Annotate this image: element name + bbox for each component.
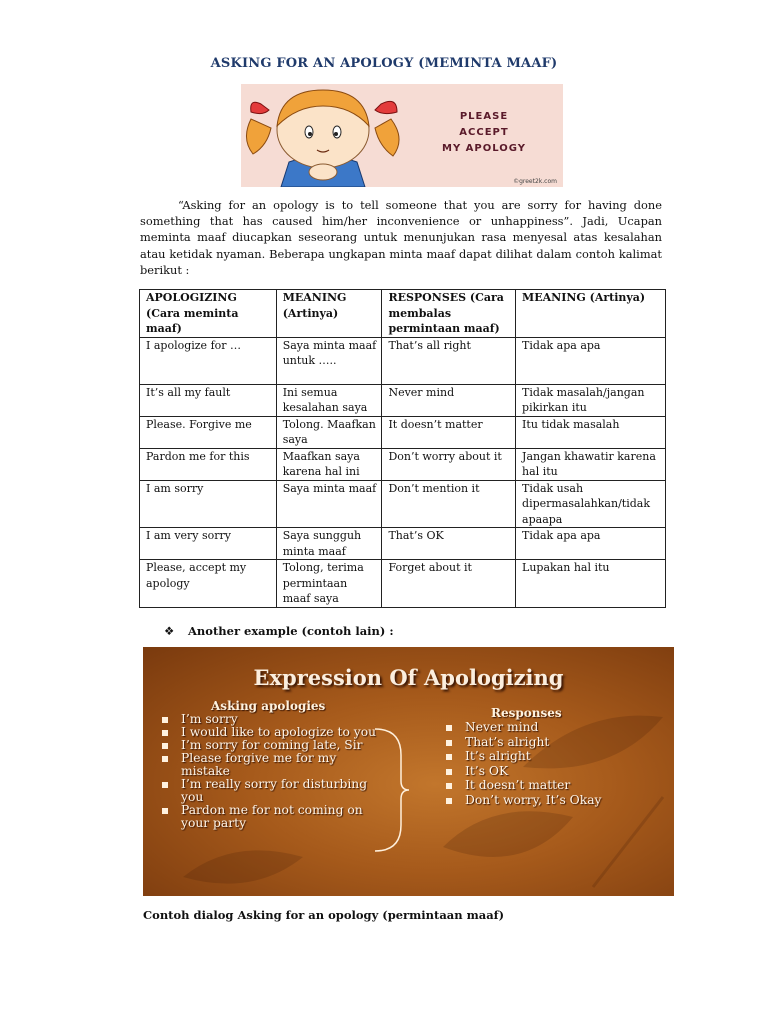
list-item: I would like to apologize to you <box>157 726 377 739</box>
cartoon-girl-illustration <box>241 84 411 187</box>
square-bullet-icon <box>446 798 452 804</box>
header-responses: RESPONSES (Cara membalas permintaan maaf) <box>382 290 516 338</box>
square-bullet-icon <box>446 725 452 731</box>
left-heading: Asking apologies <box>211 699 326 713</box>
table-row: Please, accept my apology Tolong, terima permintaan maaf saya Forget about it Lupakan hal itu <box>140 560 666 608</box>
apology-table <box>139 289 666 608</box>
another-example-heading: ❖ Another example (contoh lain) : <box>164 624 394 638</box>
list-item: Never mind <box>441 721 661 734</box>
square-bullet-icon <box>446 769 452 775</box>
table-row: Please. Forgive me Tolong. Maafkan saya It doesn’t matter Itu tidak masalah <box>140 416 666 448</box>
table-row: Pardon me for this Maafkan saya karena hal ini Don’t worry about it Jangan khawatir karena hal itu <box>140 448 666 480</box>
slide-title: Expression Of Apologizing <box>253 665 564 690</box>
list-item: That’s alright <box>441 736 661 749</box>
header-apologizing: APOLOGIZING (Cara meminta maaf) <box>140 290 277 338</box>
list-item: It doesn’t matter <box>441 779 661 792</box>
square-bullet-icon <box>162 717 168 723</box>
table-row: I apologize for … Saya minta maaf untuk ….. That’s all right Tidak apa apa <box>140 337 666 384</box>
square-bullet-icon <box>162 743 168 749</box>
square-bullet-icon <box>162 808 168 814</box>
list-item: Pardon me for not coming on your party <box>157 804 377 830</box>
square-bullet-icon <box>446 740 452 746</box>
list-item: Please forgive me for my mistake <box>157 752 377 778</box>
list-item: It’s alright <box>441 750 661 763</box>
list-item: Don’t worry, It’s Okay <box>441 794 661 807</box>
diamond-bullet-icon: ❖ <box>164 624 175 638</box>
square-bullet-icon <box>162 730 168 736</box>
list-item: I’m really sorry for disturbing you <box>157 778 377 804</box>
intro-paragraph: “Asking for an opology is to tell someone that you are sorry for having done something that has caused him/her inconvenience or unhappiness”. Jadi, Ucapan meminta maaf diucapkan seseorang untuk menunjukan rasa menyesal atas kesalahan atau ketidak nyaman. Beberapa ungkapan minta maaf dapat dilihat dalam contoh kalimat berikut : <box>140 198 662 277</box>
list-item: It’s OK <box>441 765 661 778</box>
list-item: I’m sorry for coming late, Sir <box>157 739 377 752</box>
square-bullet-icon <box>162 756 168 762</box>
please-accept-text: PLEASE ACCEPT MY APOLOGY <box>442 111 526 154</box>
table-row: I am very sorry Saya sungguh minta maaf That’s OK Tidak apa apa <box>140 528 666 560</box>
header-meaning: MEANING (Artinya) <box>276 290 382 338</box>
responses-list <box>441 721 661 809</box>
square-bullet-icon <box>446 754 452 760</box>
table-row: I am sorry Saya minta maaf Don’t mention it Tidak usah dipermasalahkan/tidak apaapa <box>140 480 666 528</box>
square-bullet-icon <box>162 782 168 788</box>
table-header-row <box>140 290 666 338</box>
dialog-caption: Contoh dialog Asking for an opology (permintaan maaf) <box>143 908 505 922</box>
expression-slide-image <box>143 647 674 896</box>
image-credit: ©greet2k.com <box>513 178 557 185</box>
curly-brace-icon <box>371 725 411 855</box>
page-title: ASKING FOR AN APOLOGY (MEMINTA MAAF) <box>210 56 558 71</box>
table-row: It’s all my fault Ini semua kesalahan saya Never mind Tidak masalah/jangan pikirkan itu <box>140 384 666 416</box>
right-heading: Responses <box>491 706 562 720</box>
header-meaning-2: MEANING (Artinya) <box>516 290 666 338</box>
asking-apologies-list <box>157 713 377 830</box>
square-bullet-icon <box>446 783 452 789</box>
apology-cartoon-image <box>241 84 563 187</box>
list-item: I’m sorry <box>157 713 377 726</box>
